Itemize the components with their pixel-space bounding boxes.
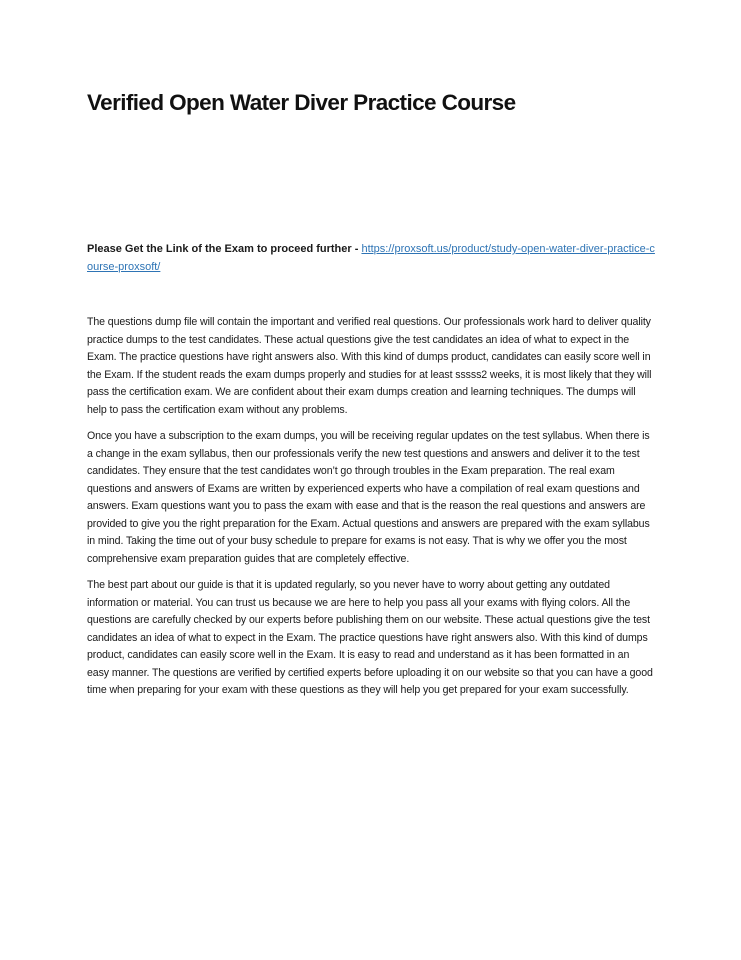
page-title: Verified Open Water Diver Practice Course bbox=[87, 90, 516, 115]
paragraph-best-part: The best part about our guide is that it is updated regularly, so you never have to worry about getting any outdated information or material. You can trust us because we are here to help you pass all your exams with flying colors. All the questions are carefully checked by our experts before publishing them on our website. These actual questions give the test candidates an idea of what to expect in the Exam. The practice questions have right answers also. With this kind of dumps product, candidates can easily score well in the Exam. It is easy to read and understand as it has been formatted in an easy manner. The questions are verified by certified experts before uploading it on our website so that you can have a good time when preparing for your exam with these questions as they will help you get prepared for your exam successfully. bbox=[87, 579, 653, 696]
paragraph-questions-dump: The questions dump file will contain the important and verified real questions. Our professionals work hard to deliver quality practice dumps to the test candidates. These actual questions give the test candidates an idea of what to expect in the Exam. The practice questions have right answers also. With this kind of dumps product, candidates can easily score well in the Exam. If the student reads the exam dumps properly and studies for at least sssss2 weeks, it is most likely that they will pass the certification exam. We are confident about their exam dumps creation and learning techniques. The dumps will help to pass the certification exam without any problems. bbox=[87, 316, 652, 416]
link-lead-text: Please Get the Link of the Exam to proceed further - bbox=[87, 243, 362, 255]
exam-link-paragraph bbox=[87, 240, 657, 276]
body-text bbox=[87, 314, 653, 709]
exam-link[interactable]: https://proxsoft.us/product/study-open-water-diver-practice-course-proxsoft/ bbox=[87, 243, 655, 273]
paragraph-subscription-updates: Once you have a subscription to the exam dumps, you will be receiving regular updates on the test syllabus. When there is a change in the exam syllabus, then our professionals verify the new test questions and answers and deliver it to the test candidates. They ensure that the test candidates won’t go through troubles in the Exam preparation. The real exam questions and answers of Exams are written by experienced experts who have a compilation of real exam questions and answers. Exam questions want you to pass the exam with ease and that is the reason the real questions and answers are provided to give you the right preparation for the Exam. Actual questions and answers are prepared with the exam syllabus in mind. Taking the time out of your busy schedule to prepare for exams is not easy. That is why we offer you the most comprehensive exam preparation guides that are completely effective. bbox=[87, 430, 650, 565]
